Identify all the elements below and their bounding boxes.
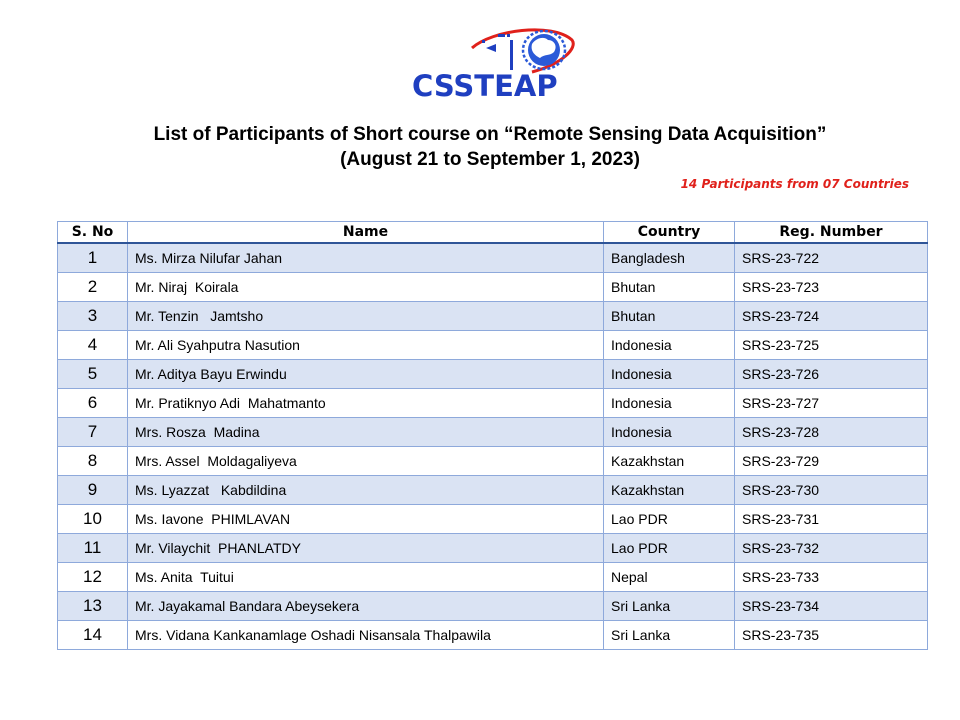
cell-reg-number: SRS-23-728 — [735, 418, 928, 447]
cell-sno: 2 — [58, 273, 128, 302]
cell-name: Ms. Iavone PHIMLAVAN — [128, 505, 604, 534]
cell-country: Kazakhstan — [604, 447, 735, 476]
cell-name: Ms. Anita Tuitui — [128, 563, 604, 592]
cell-name: Mrs. Assel Moldagaliyeva — [128, 447, 604, 476]
cell-name: Mr. Ali Syahputra Nasution — [128, 331, 604, 360]
cell-sno: 11 — [58, 534, 128, 563]
cell-reg-number: SRS-23-732 — [735, 534, 928, 563]
cell-country: Bhutan — [604, 273, 735, 302]
cell-name: Mrs. Vidana Kankanamlage Oshadi Nisansala Thalpawila — [128, 621, 604, 650]
cell-sno: 7 — [58, 418, 128, 447]
cell-reg-number: SRS-23-726 — [735, 360, 928, 389]
cell-reg-number: SRS-23-727 — [735, 389, 928, 418]
table-row — [58, 447, 928, 476]
header-name: Name — [128, 222, 604, 244]
table-row — [58, 476, 928, 505]
logo-wordmark: CSSTEAP — [412, 69, 558, 103]
cell-reg-number: SRS-23-725 — [735, 331, 928, 360]
cell-sno: 1 — [58, 243, 128, 273]
cell-name: Mr. Vilaychit PHANLATDY — [128, 534, 604, 563]
table-header-row — [58, 222, 928, 244]
table-row — [58, 621, 928, 650]
course-dates: (August 21 to September 1, 2023) — [340, 149, 640, 170]
header-country: Country — [604, 222, 735, 244]
header-reg-number: Reg. Number — [735, 222, 928, 244]
table-row — [58, 418, 928, 447]
header-sno: S. No — [58, 222, 128, 244]
cell-sno: 14 — [58, 621, 128, 650]
cell-country: Indonesia — [604, 389, 735, 418]
cell-reg-number: SRS-23-729 — [735, 447, 928, 476]
table-row — [58, 360, 928, 389]
cell-country: Indonesia — [604, 331, 735, 360]
cell-reg-number: SRS-23-730 — [735, 476, 928, 505]
cell-country: Nepal — [604, 563, 735, 592]
cell-sno: 12 — [58, 563, 128, 592]
cell-name: Ms. Mirza Nilufar Jahan — [128, 243, 604, 273]
table-row — [58, 331, 928, 360]
cell-reg-number: SRS-23-722 — [735, 243, 928, 273]
cell-reg-number: SRS-23-723 — [735, 273, 928, 302]
table-row — [58, 534, 928, 563]
cell-sno: 5 — [58, 360, 128, 389]
cell-name: Mr. Niraj Koirala — [128, 273, 604, 302]
page-title: List of Participants of Short course on “Remote Sensing Data Acquisition” — [153, 124, 827, 145]
table-row — [58, 592, 928, 621]
cell-name: Mr. Aditya Bayu Erwindu — [128, 360, 604, 389]
cell-name: Mrs. Rosza Madina — [128, 418, 604, 447]
cell-name: Mr. Jayakamal Bandara Abeysekera — [128, 592, 604, 621]
cell-country: Lao PDR — [604, 505, 735, 534]
table-row — [58, 302, 928, 331]
cell-sno: 4 — [58, 331, 128, 360]
participants-summary: 14 Participants from 07 Countries — [680, 177, 909, 191]
cell-reg-number: SRS-23-735 — [735, 621, 928, 650]
table-row — [58, 243, 928, 273]
cell-reg-number: SRS-23-734 — [735, 592, 928, 621]
participants-table — [57, 221, 928, 650]
table-row — [58, 273, 928, 302]
cell-sno: 10 — [58, 505, 128, 534]
cell-name: Mr. Pratiknyo Adi Mahatmanto — [128, 389, 604, 418]
cell-country: Bangladesh — [604, 243, 735, 273]
table-row — [58, 389, 928, 418]
cell-reg-number: SRS-23-733 — [735, 563, 928, 592]
cell-country: Sri Lanka — [604, 592, 735, 621]
cell-country: Sri Lanka — [604, 621, 735, 650]
cell-sno: 6 — [58, 389, 128, 418]
table-row — [58, 563, 928, 592]
table-row — [58, 505, 928, 534]
cell-reg-number: SRS-23-731 — [735, 505, 928, 534]
cell-country: Lao PDR — [604, 534, 735, 563]
cell-sno: 3 — [58, 302, 128, 331]
cell-country: Indonesia — [604, 360, 735, 389]
cell-sno: 13 — [58, 592, 128, 621]
cell-sno: 8 — [58, 447, 128, 476]
cell-name: Ms. Lyazzat Kabdildina — [128, 476, 604, 505]
cell-sno: 9 — [58, 476, 128, 505]
cell-reg-number: SRS-23-724 — [735, 302, 928, 331]
csssteap-logo — [412, 26, 578, 102]
cell-name: Mr. Tenzin Jamtsho — [128, 302, 604, 331]
cell-country: Indonesia — [604, 418, 735, 447]
cell-country: Kazakhstan — [604, 476, 735, 505]
cell-country: Bhutan — [604, 302, 735, 331]
